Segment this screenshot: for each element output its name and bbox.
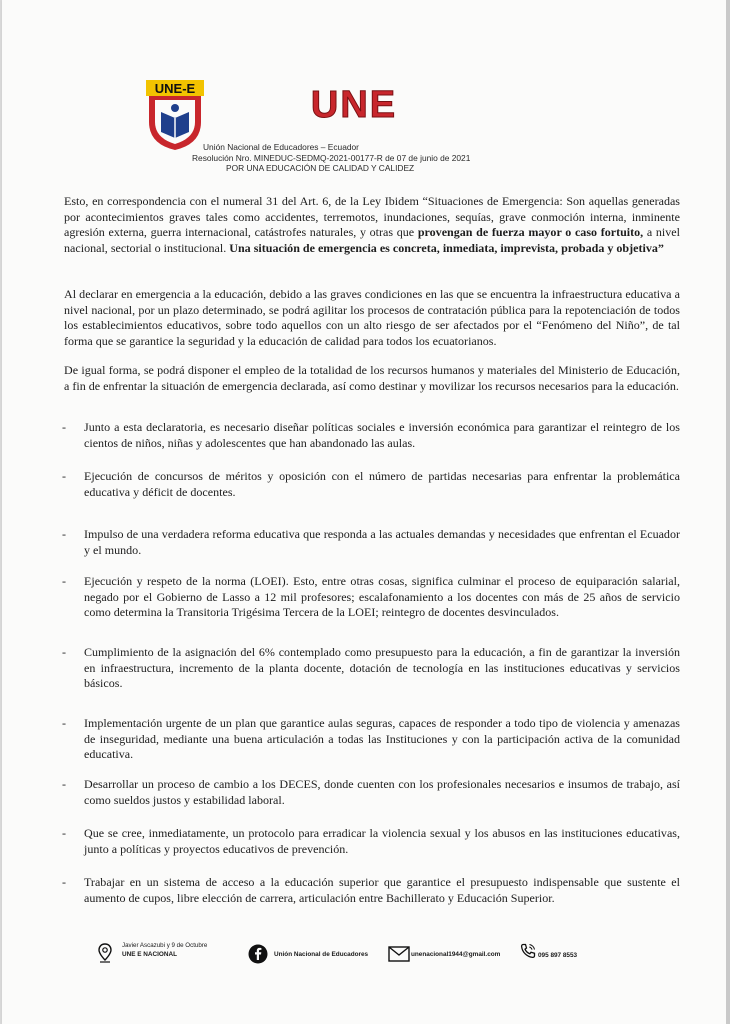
phone-icon xyxy=(520,943,536,959)
bullet-marker: - xyxy=(62,574,66,588)
list-item: Desarrollar un proceso de cambio a los DECES, donde cuenten con los profesionales necesarios e insumos de trabajo, así como sueldos justos y estabilidad laboral. xyxy=(84,777,680,807)
bullet-marker: - xyxy=(62,527,66,541)
paragraph-3: De igual forma, se podrá disponer el empleo de la totalidad de los recursos humanos y materiales del Ministerio de Educación, a fin de enfrentar la situación de emergencia declarada, así como destinar y movilizar los recursos necesarios para la educación. xyxy=(64,363,680,393)
list-item: Impulso de una verdadera reforma educativa que responda a las actuales demandas y necesidades que enfrentan el Ecuador y el mundo. xyxy=(84,527,680,557)
paragraph-1 xyxy=(64,194,680,257)
list-item: Que se cree, inmediatamente, un protocolo para erradicar la violencia sexual y los abusos en las instituciones educativas, junto a políticas y proyectos educativos de prevención. xyxy=(84,826,680,856)
motto-line: POR UNA EDUCACIÓN DE CALIDAD Y CALIDEZ xyxy=(226,163,415,174)
letterhead-footer xyxy=(98,940,598,972)
crest-text: UNE-E xyxy=(154,81,196,96)
logo-word-text: UNE xyxy=(310,86,398,122)
bullet-marker: - xyxy=(62,420,66,434)
footer-address-line1: Javier Ascazubi y 9 de Octubre xyxy=(122,942,208,949)
page-edge-shadow xyxy=(726,0,730,1024)
bullet-marker: - xyxy=(62,826,66,840)
letterhead-info xyxy=(192,142,532,174)
envelope-icon xyxy=(388,946,410,962)
list-item: Implementación urgente de un plan que garantice aulas seguras, capaces de responder a todo tipo de violencia y amenazas de inseguridad, mediante una buena articulación a todas las Instituciones y con la participación activa de la comunidad educativa. xyxy=(84,716,680,762)
bullet-marker: - xyxy=(62,777,66,791)
footer-address-line2: UNE E NACIONAL xyxy=(122,951,178,958)
location-pin-icon xyxy=(98,943,112,963)
list-item: Junto a esta declaratoria, es necesario diseñar políticas sociales e inversión económica para garantizar el reintegro de los cientos de niños, niñas y adolescentes que han abandonado las aulas. xyxy=(84,420,680,450)
une-word-logo xyxy=(284,86,424,122)
bullet-marker: - xyxy=(62,469,66,483)
p1-bold-quote: Una situación de emergencia es concreta, inmediata, imprevista, probada y objetiva” xyxy=(229,241,664,256)
footer-email[interactable]: unenacional1944@gmail.com xyxy=(411,951,501,958)
document-page xyxy=(2,0,726,1024)
bullet-marker: - xyxy=(62,875,66,889)
footer-phone[interactable]: 095 897 8553 xyxy=(538,952,578,959)
list-item: Cumplimiento de la asignación del 6% contemplado como presupuesto para la educación, a fin de garantizar la inversión en infraestructura, incremento de la planta docente, dotación de tecnología en las instituciones educativas y servicios básicos. xyxy=(84,645,680,691)
p1-text-mid: a nivel nacional, sectorial o institucional. xyxy=(64,225,680,256)
bullet-marker: - xyxy=(62,645,66,659)
org-name: Unión Nacional de Educadores – Ecuador xyxy=(203,142,359,152)
footer-facebook[interactable]: Unión Nacional de Educadores xyxy=(274,951,369,958)
p1-text: Esto, en correspondencia con el numeral 31 del Art. 6, de la Ley Ibidem “Situaciones de Emergencia: Son aquellas generadas por acontecimientos graves tales como accidentes, terremotos, inundaciones, sequías, grave conmoción interna, inminente agresión externa, guerra internacional, catástrofes naturales, y otras que xyxy=(64,194,680,240)
resolution-line: Resolución Nro. MINEDUC-SEDMQ-2021-00177-R de 07 de junio de 2021 xyxy=(192,152,471,163)
paragraph-2: Al declarar en emergencia a la educación, debido a las graves condiciones en las que se encuentra la infraestructura educativa a nivel nacional, por un plazo determinado, se podrá agilitar los procesos de contratación pública para la repotenciación de todos los establecimientos educativos, sobre todo aquellos con un alto riesgo de ser afectados por el “Fenómeno del Niño”, de tal forma que se garantice la seguridad y la educación de calidad para todos los ecuatorianos. xyxy=(64,287,680,349)
bullet-marker: - xyxy=(62,716,66,730)
p1-bold-phrase: provengan de fuerza mayor o caso fortuito, xyxy=(417,225,644,240)
list-item: Trabajar en un sistema de acceso a la educación superior que garantice el presupuesto indispensable que sustente el aumento de cupos, libre elección de carrera, articulación entre Bachillerato y Educación Superior. xyxy=(84,875,680,905)
facebook-icon[interactable] xyxy=(248,944,268,964)
list-item: Ejecución y respeto de la norma (LOEI). Esto, entre otras cosas, significa culminar el proceso de equiparación salarial, negado por el Gobierno de Lasso a 12 mil profesores; escalafonamiento a los docentes con más de 25 años de servicio como determina la Transitoria Trigésima Tercera de la LOEI; reintegro de docentes desvinculados. xyxy=(84,574,680,620)
list-item: Ejecución de concursos de méritos y oposición con el número de partidas necesarias para enfrentar la problemática educativa y déficit de docentes. xyxy=(84,469,680,499)
une-e-crest-logo xyxy=(143,78,207,152)
